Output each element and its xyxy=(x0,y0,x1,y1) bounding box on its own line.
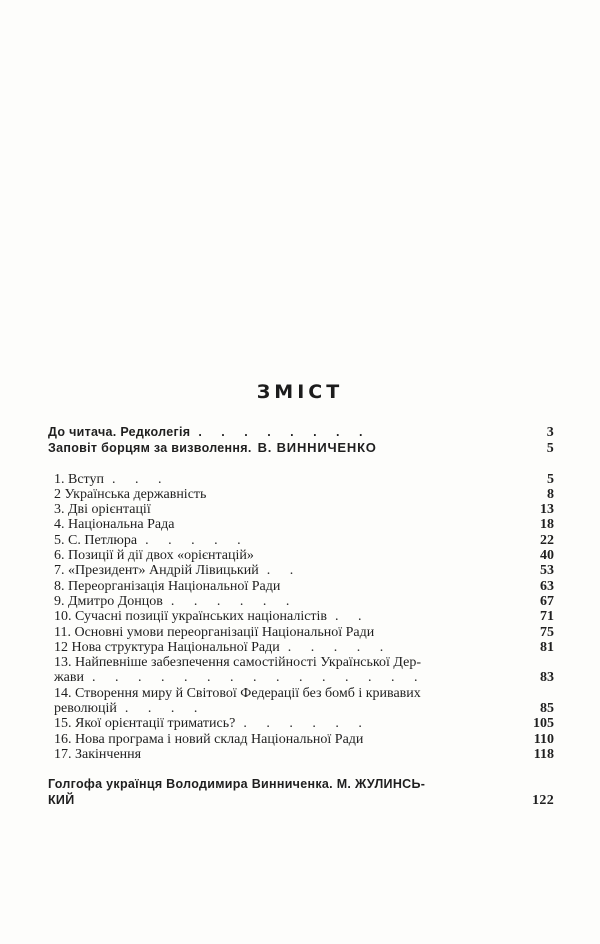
page-number: 81 xyxy=(540,639,554,655)
toc-entry[interactable] xyxy=(48,502,554,517)
entry-text-wrap xyxy=(54,548,514,563)
toc-title: ЗМІСТ xyxy=(256,381,344,403)
leader-dots: . . . xyxy=(111,471,170,487)
page-number: 8 xyxy=(547,486,554,502)
entry-text-wrap xyxy=(54,747,514,762)
toc-entry[interactable] xyxy=(48,533,554,548)
entry-title: Голгофа українця Володимира Винниченка. М. ЖУЛИНСЬ- xyxy=(48,777,426,792)
entry-author: В. ВИННИЧЕНКО xyxy=(257,440,377,456)
table-of-contents xyxy=(48,425,554,808)
entry-text-wrap xyxy=(54,640,514,655)
entry-text-wrap xyxy=(54,625,514,640)
page-number: 105 xyxy=(533,716,554,732)
entry-title: 10. Сучасні позиції українських націоналістів xyxy=(54,609,328,625)
entry-line xyxy=(48,655,554,670)
entry-title: До читача. Редколегія xyxy=(48,425,191,439)
page-number: 40 xyxy=(540,548,554,564)
entry-text-wrap xyxy=(54,732,514,747)
entry-text-wrap xyxy=(54,609,514,624)
page-number: 63 xyxy=(540,578,554,594)
entry-title: 6. Позиції й дії двох «орієнтацій» xyxy=(54,548,254,564)
entry-text-wrap xyxy=(54,655,514,670)
entry-title: 17. Закінчення xyxy=(54,746,142,762)
leader-dots: . . xyxy=(266,563,302,579)
entry-line xyxy=(48,487,554,502)
spacer xyxy=(48,457,554,472)
entry-text-wrap xyxy=(54,716,514,731)
toc-entry[interactable] xyxy=(48,747,554,762)
entry-text-wrap xyxy=(54,579,514,594)
toc-entry[interactable] xyxy=(48,579,554,594)
page-number: 3 xyxy=(546,425,554,440)
entry-line xyxy=(48,579,554,594)
page-number: 122 xyxy=(532,792,554,808)
toc-entry[interactable] xyxy=(48,609,554,624)
entry-title: 3. Дві орієнтації xyxy=(54,502,151,518)
toc-entry[interactable] xyxy=(48,517,554,532)
page-number: 85 xyxy=(540,701,554,717)
entry-line xyxy=(48,701,554,716)
leader-dots: . . . . . xyxy=(145,532,249,548)
toc-entry[interactable] xyxy=(48,716,554,731)
leader-dots: . . xyxy=(335,609,370,625)
entry-text-wrap xyxy=(54,533,514,548)
entry-line xyxy=(48,625,554,640)
page-number: 5 xyxy=(547,471,554,487)
afterword-entry[interactable] xyxy=(48,777,554,808)
page-number: 22 xyxy=(540,532,554,548)
entry-line xyxy=(48,533,554,548)
leader-dots: . . . . . . xyxy=(243,716,370,732)
entry-title: революцій xyxy=(54,701,117,717)
toc-entry[interactable] xyxy=(48,472,554,487)
entry-line xyxy=(48,716,554,731)
entry-text-wrap xyxy=(54,686,514,701)
entry-title: жави xyxy=(54,670,84,686)
entry-title: 9. Дмитро Донцов xyxy=(54,593,163,609)
toc-entry[interactable] xyxy=(48,686,554,717)
entry-title: 12 Нова структура Національної Ради xyxy=(54,639,280,655)
entry-line xyxy=(48,686,554,701)
entry-title: 4. Національна Рада xyxy=(54,517,175,533)
page-number: 71 xyxy=(540,609,554,625)
toc-entry-testament[interactable] xyxy=(48,440,554,456)
entry-text-wrap xyxy=(54,670,514,685)
toc-entry[interactable] xyxy=(48,655,554,686)
toc-entry[interactable] xyxy=(48,640,554,655)
entry-line xyxy=(48,563,554,578)
entry-title: 7. «Президент» Андрій Лівицький xyxy=(54,563,259,579)
page-number: 13 xyxy=(540,502,554,518)
toc-entry[interactable] xyxy=(48,548,554,563)
entry-text-wrap xyxy=(54,563,514,578)
entry-title: 2 Українська державність xyxy=(54,486,207,502)
toc-entry[interactable] xyxy=(48,732,554,747)
entry-line xyxy=(48,640,554,655)
entry-line xyxy=(48,548,554,563)
entry-line xyxy=(48,747,554,762)
entry-line xyxy=(48,502,554,517)
page-number: 75 xyxy=(540,624,554,640)
entry-text-wrap xyxy=(54,502,514,517)
toc-entry-preface[interactable] xyxy=(48,425,554,440)
entry-line xyxy=(48,594,554,609)
page-number: 110 xyxy=(533,731,554,747)
entry-title: 13. Найпевніше забезпечення самостійності Української Дер- xyxy=(54,655,421,671)
entry-title: Заповіт борцям за визволення. xyxy=(48,441,252,456)
leader-dots: . . . . . xyxy=(287,639,392,655)
spacer xyxy=(48,762,554,777)
page-number: 83 xyxy=(540,670,554,686)
entry-title: 1. Вступ xyxy=(54,471,104,487)
front-matter xyxy=(48,425,554,457)
page-number: 118 xyxy=(533,746,554,762)
toc-entry[interactable] xyxy=(48,594,554,609)
chapter-list xyxy=(48,472,554,763)
entry-line xyxy=(48,777,554,792)
entry-line xyxy=(48,793,554,808)
entry-title: 11. Основні умови переорганізації Національної Ради xyxy=(54,624,375,640)
entry-line xyxy=(48,609,554,624)
entry-text-wrap xyxy=(54,517,514,532)
entry-line xyxy=(48,732,554,747)
page-number: 5 xyxy=(546,441,554,457)
entry-title: 16. Нова програма і новий склад Національної Ради xyxy=(54,731,364,747)
leader-dots: . . . . . . xyxy=(170,593,298,609)
entry-text-wrap xyxy=(54,487,514,502)
entry-text-wrap xyxy=(54,594,514,609)
page-number: 53 xyxy=(540,563,554,579)
entry-title: 15. Якої орієнтації триматись? xyxy=(54,716,236,732)
page-number: 18 xyxy=(540,517,554,533)
toc-entry[interactable] xyxy=(48,563,554,578)
toc-entry[interactable] xyxy=(48,487,554,502)
entry-text-wrap xyxy=(54,701,514,716)
page-number: 67 xyxy=(540,593,554,609)
leader-dots: . . . . xyxy=(124,701,206,717)
entry-line xyxy=(48,670,554,685)
entry-line xyxy=(48,472,554,487)
entry-title: 14. Створення миру й Світової Федерації без бомб і кривавих xyxy=(54,685,421,701)
entry-title: КИЙ xyxy=(48,792,75,807)
entry-title: 5. С. Петлюра xyxy=(54,532,138,548)
toc-entry[interactable] xyxy=(48,625,554,640)
leader-dots: . . . . . . . . . . . . . . . xyxy=(92,670,426,686)
entry-line xyxy=(48,517,554,532)
leader-dots: . . . . . . . . xyxy=(198,425,371,439)
entry-title: 8. Переорганізація Національної Ради xyxy=(54,578,281,594)
entry-text-wrap xyxy=(54,472,514,487)
